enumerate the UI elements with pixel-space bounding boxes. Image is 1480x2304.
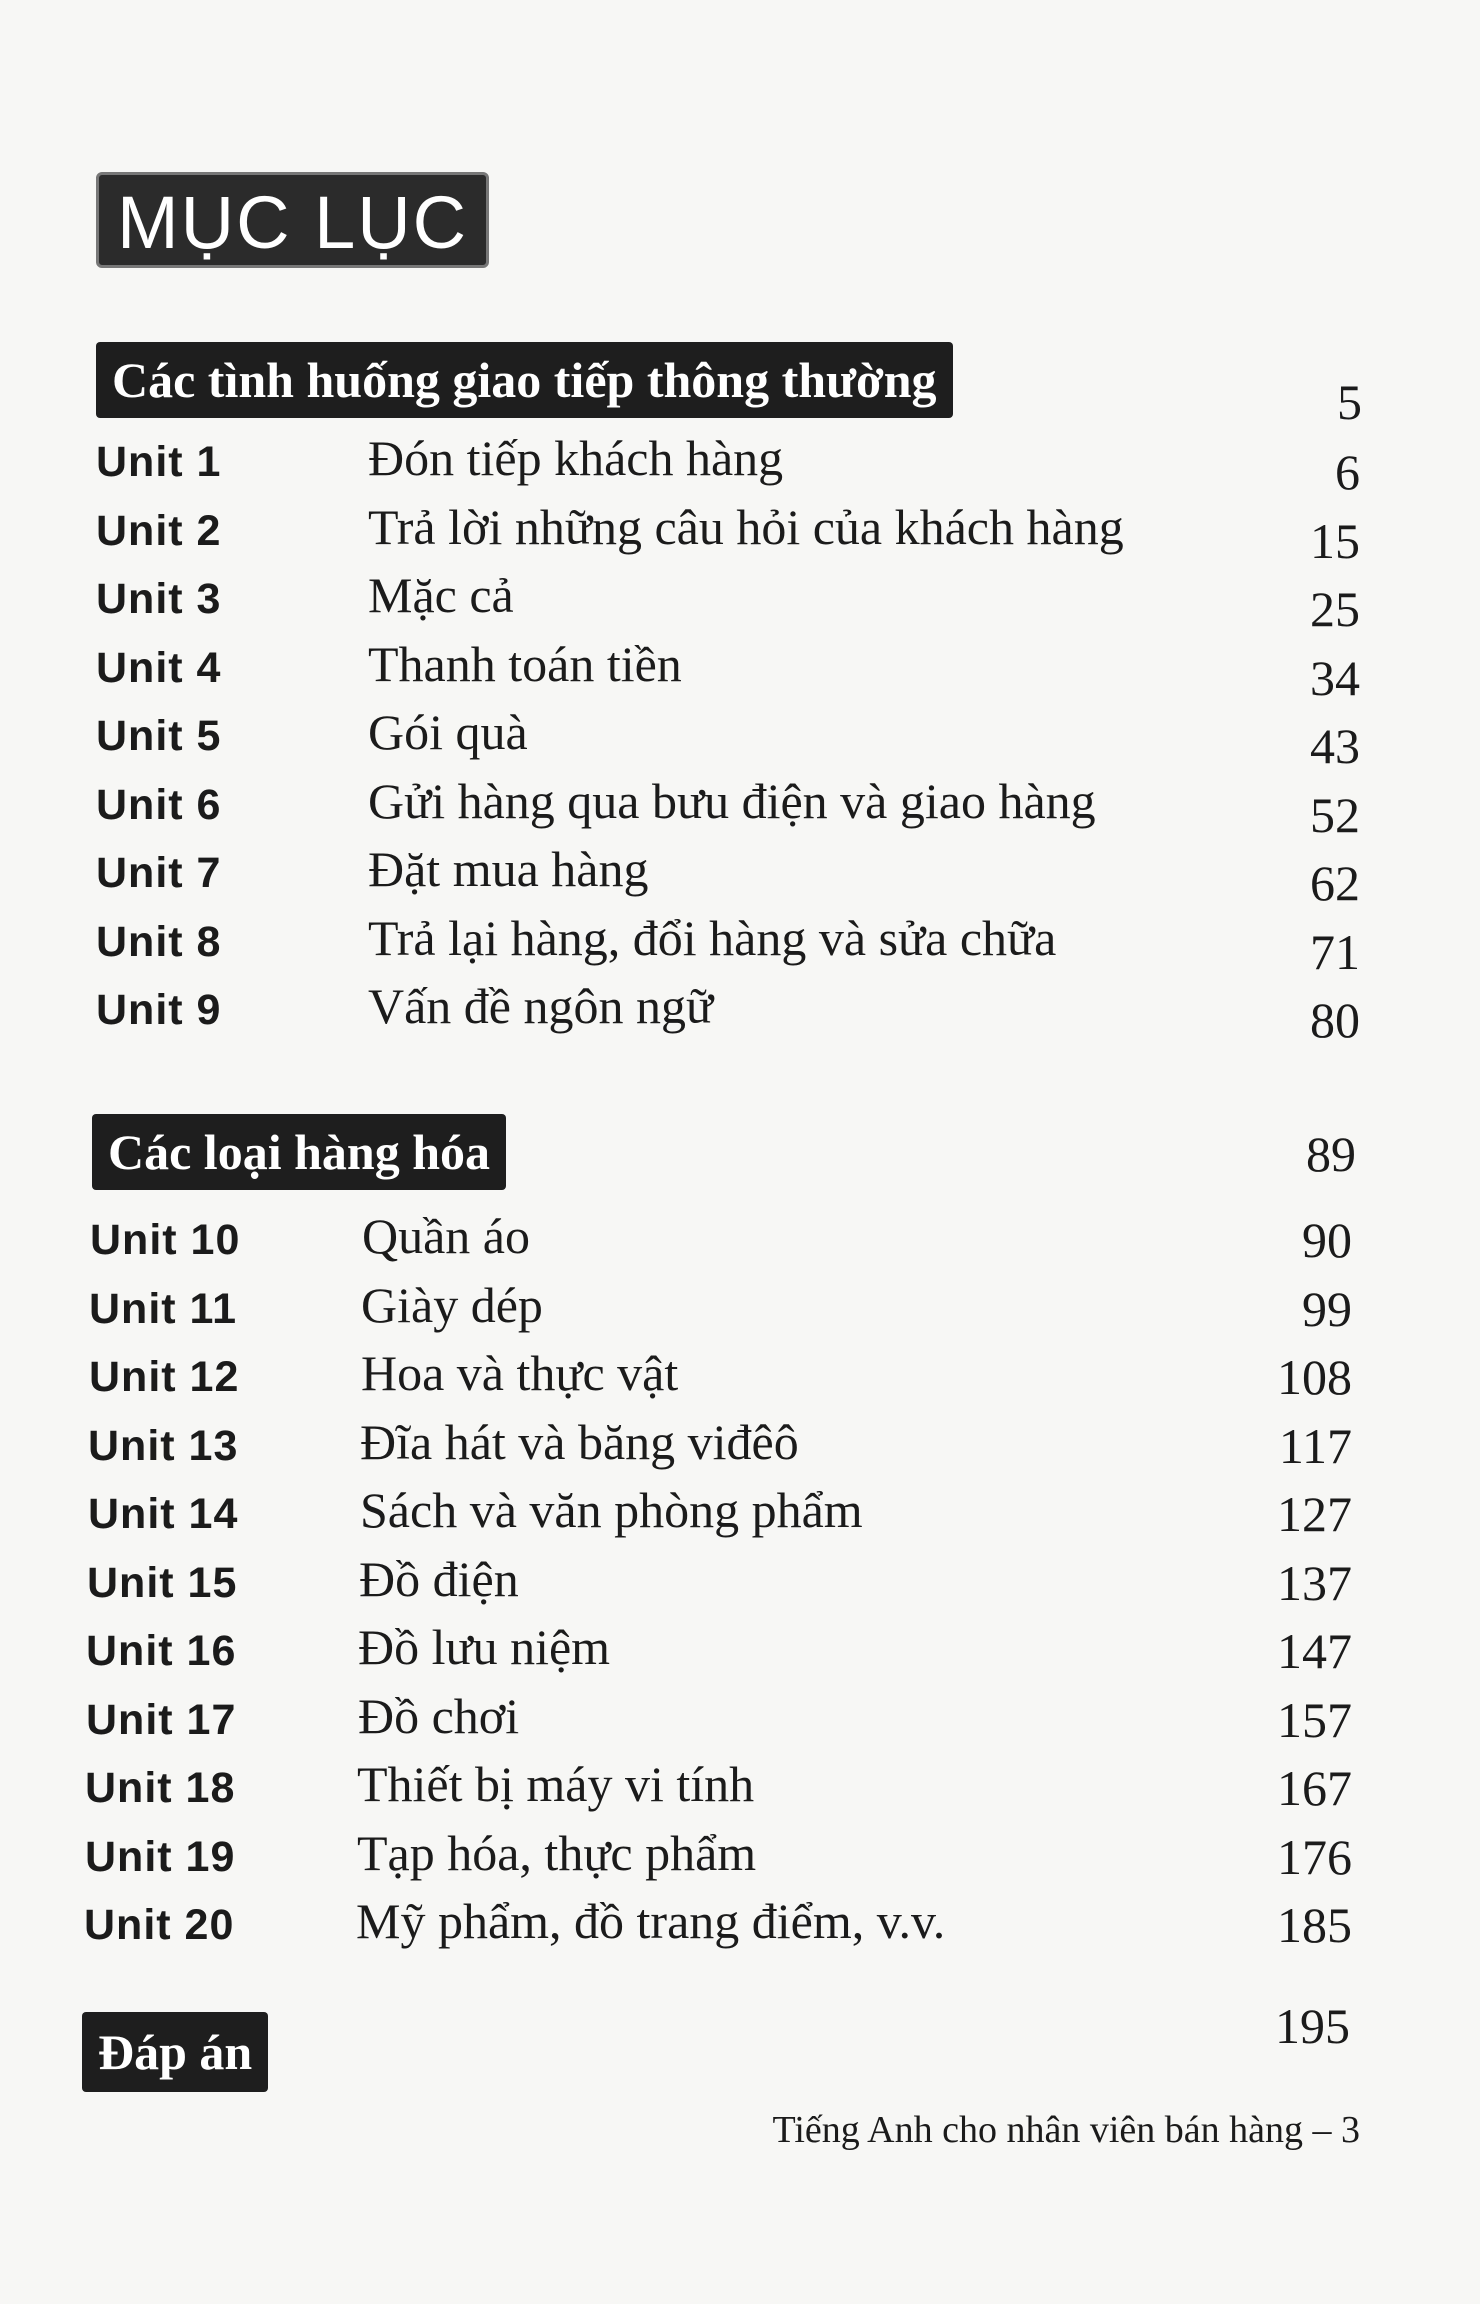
unit-label: Unit 14 [88,1490,239,1538]
unit-title: Mặc cả [368,567,514,623]
section-heading-answers[interactable]: Đáp án [82,2012,268,2092]
unit-label: Unit 19 [85,1832,236,1881]
unit-title: Giày dép [361,1276,543,1333]
page-footer: Tiếng Anh cho nhân viên bán hàng – 3 [772,2109,1360,2151]
unit-label: Unit 11 [89,1284,237,1333]
unit-page-number: 167 [1277,1760,1352,1816]
unit-page-number: 108 [1277,1349,1352,1405]
unit-label: Unit 4 [96,643,222,692]
unit-title: Quần áo [362,1208,530,1264]
section-heading-common-situations[interactable]: Các tình huống giao tiếp thông thường [96,342,953,418]
unit-label: Unit 9 [96,986,222,1034]
unit-page-number: 147 [1277,1623,1352,1679]
unit-label: Unit 7 [96,849,222,897]
unit-page-number: 52 [1310,786,1360,843]
unit-title: Trả lời những câu hỏi của khách hàng [368,498,1124,555]
unit-label: Unit 13 [88,1421,239,1470]
unit-label: Unit 1 [96,438,222,486]
unit-page-number: 71 [1310,923,1360,980]
unit-label: Unit 6 [96,780,222,829]
page-title: MỤC LỤC [96,172,489,268]
unit-label: Unit 8 [96,917,222,966]
unit-title: Hoa và thực vật [361,1345,679,1401]
unit-page-number: 80 [1310,992,1360,1048]
unit-page-number: 6 [1335,444,1360,500]
unit-label: Unit 17 [86,1695,237,1744]
unit-page-number: 90 [1302,1212,1352,1268]
unit-page-number: 62 [1310,855,1360,911]
unit-title: Thanh toán tiền [368,635,682,692]
unit-title: Đĩa hát và băng viđêô [360,1413,799,1470]
unit-page-number: 99 [1302,1280,1352,1337]
unit-title: Đồ chơi [358,1687,520,1744]
unit-page-number: 137 [1277,1554,1352,1611]
unit-label: Unit 12 [89,1353,240,1401]
unit-title: Gói quà [368,704,528,760]
unit-page-number: 176 [1277,1828,1352,1885]
unit-title: Thiết bị máy vi tính [357,1756,755,1812]
unit-title: Sách và văn phòng phẩm [360,1482,863,1538]
unit-page-number: 34 [1310,649,1360,706]
section-page-number: 89 [1306,1126,1356,1182]
unit-label: Unit 3 [96,575,222,623]
unit-title: Đồ điện [359,1550,519,1607]
unit-page-number: 127 [1277,1486,1352,1542]
unit-page-number: 43 [1310,718,1360,774]
unit-page-number: 185 [1277,1897,1352,1953]
unit-label: Unit 15 [87,1558,238,1607]
section-page-number: 5 [1337,374,1362,430]
unit-page-number: 25 [1310,581,1360,637]
unit-label: Unit 5 [96,712,222,760]
unit-label: Unit 10 [90,1216,241,1264]
unit-label: Unit 18 [85,1764,236,1812]
unit-label: Unit 20 [84,1901,235,1949]
unit-title: Đồ lưu niệm [358,1619,611,1675]
unit-page-number: 15 [1310,512,1360,569]
unit-label: Unit 2 [96,506,222,555]
unit-page-number: 157 [1277,1691,1352,1748]
unit-title: Vấn đề ngôn ngữ [368,978,714,1034]
unit-page-number: 117 [1278,1417,1352,1474]
unit-label: Unit 16 [86,1627,237,1675]
unit-title: Gửi hàng qua bưu điện và giao hàng [368,772,1096,829]
unit-title: Mỹ phẩm, đồ trang điểm, v.v. [356,1893,946,1949]
unit-title: Tạp hóa, thực phẩm [357,1824,757,1881]
section-page-number: 195 [1275,1998,1350,2054]
unit-title: Đón tiếp khách hàng [368,430,784,486]
unit-title: Đặt mua hàng [368,841,649,897]
unit-title: Trả lại hàng, đổi hàng và sửa chữa [368,909,1057,966]
section-heading-goods[interactable]: Các loại hàng hóa [92,1114,506,1190]
